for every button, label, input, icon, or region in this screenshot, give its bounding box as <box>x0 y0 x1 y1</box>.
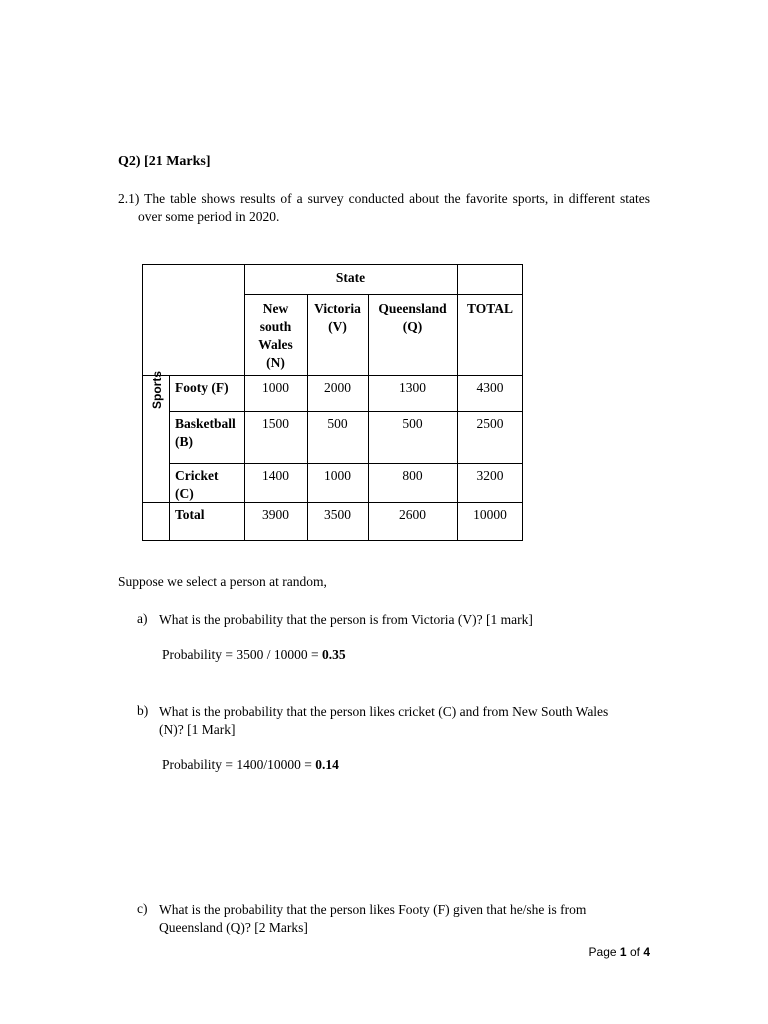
row-label-cricket: Cricket (C) <box>175 468 219 501</box>
cell-cricket-total: 3200 <box>476 468 504 483</box>
suppose-text: Suppose we select a person at random, <box>118 574 327 589</box>
item-a-text: What is the probability that the person is from Victoria (V)? [1 mark] <box>159 612 533 627</box>
cell-total-v: 3500 <box>324 507 351 522</box>
row-label-footy: Footy (F) <box>175 380 229 395</box>
cell-cricket-n: 1400 <box>262 468 289 483</box>
item-b-text: What is the probability that the person likes cricket (C) and from New South Wales (N)? [1 Mark] <box>159 704 609 737</box>
cell-basketball-q: 500 <box>402 416 423 431</box>
item-a-answer: Probability = 3500 / 10000 = 0.35 <box>162 647 346 662</box>
col-header-total: TOTAL <box>466 301 514 316</box>
cell-basketball-total: 2500 <box>476 416 504 431</box>
row-label-basketball: Basketball (B) <box>175 416 236 449</box>
cell-cricket-q: 800 <box>402 468 423 483</box>
item-b-answer-value: 0.14 <box>315 757 339 772</box>
cell-basketball-n: 1500 <box>262 416 289 431</box>
cell-total-q: 2600 <box>399 507 426 522</box>
item-a-label: a) <box>137 611 148 626</box>
cell-footy-n: 1000 <box>262 380 289 395</box>
col-header-nsw: New south Wales (N) <box>258 301 293 370</box>
intro-number: 2.1) <box>118 191 140 206</box>
cell-cricket-v: 1000 <box>324 468 351 483</box>
cell-footy-q: 1300 <box>399 380 426 395</box>
cell-footy-total: 4300 <box>476 380 504 395</box>
cell-basketball-v: 500 <box>327 416 348 431</box>
item-b-label: b) <box>137 703 149 718</box>
state-header: State <box>335 270 366 285</box>
row-label-total: Total <box>175 507 205 522</box>
item-b-answer: Probability = 1400/10000 = 0.14 <box>162 757 339 772</box>
col-header-queensland: Queensland (Q) <box>378 301 447 334</box>
item-c-text: What is the probability that the person likes Footy (F) given that he/she is from Queensland (Q)? [2 Marks] <box>159 902 587 935</box>
question-title: Q2) [21 Marks] <box>118 154 211 169</box>
cell-footy-v: 2000 <box>324 380 351 395</box>
intro-line-2: states over some period in 2020. <box>138 191 650 224</box>
col-header-victoria: Victoria (V) <box>314 301 361 334</box>
survey-table <box>142 264 523 541</box>
intro-line-1: The table shows results of a survey conducted about the favorite sports, in different <box>144 191 615 206</box>
sports-vertical-label: Sports <box>150 371 164 410</box>
cell-total-n: 3900 <box>262 507 289 522</box>
intro-paragraph <box>118 190 650 226</box>
cell-total-total: 10000 <box>473 507 507 522</box>
page-footer: Page 1 of 4 <box>588 945 650 959</box>
item-a-answer-value: 0.35 <box>321 647 346 662</box>
item-c-label: c) <box>137 901 148 916</box>
